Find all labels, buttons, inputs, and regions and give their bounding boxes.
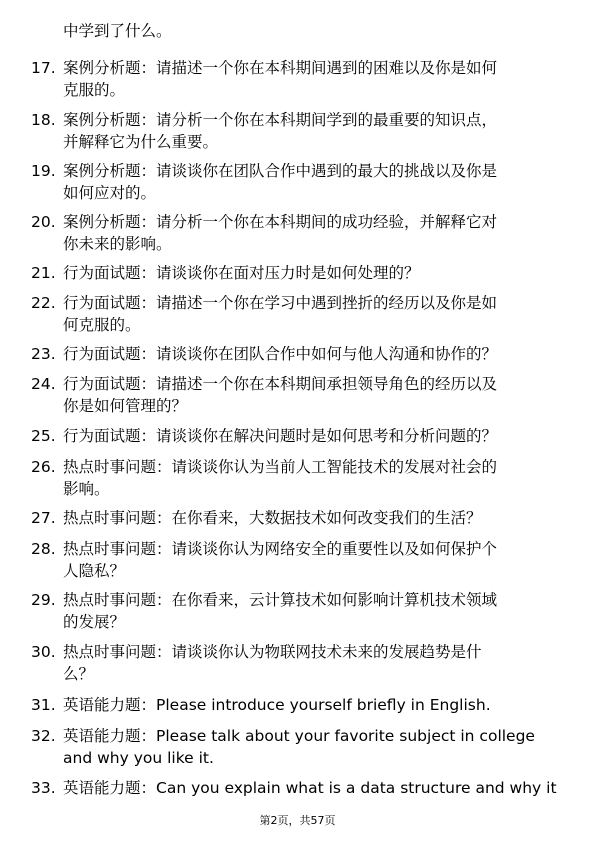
- item-number: 26.: [31, 458, 56, 476]
- item-number: 33.: [31, 779, 56, 797]
- item-text: 英语能力题：Please introduce yourself briefly in English.: [63, 696, 491, 714]
- item-text: 案例分析题：请谈谈你在团队合作中遇到的最大的挑战以及你是: [63, 162, 498, 180]
- item-number: 28.: [31, 540, 56, 558]
- item-text: 行为面试题：请谈谈你在团队合作中如何与他人沟通和协作的？: [63, 345, 498, 363]
- item-number: 30.: [31, 643, 56, 661]
- item-number: 21.: [31, 264, 56, 282]
- item-text: 热点时事问题：在你看来，云计算技术如何影响计算机技术领域: [63, 591, 498, 609]
- item-number: 19.: [31, 162, 56, 180]
- item-text: 英语能力题：Can you explain what is a data structure and why it: [63, 779, 557, 797]
- item-text: 热点时事问题：请谈谈你认为网络安全的重要性以及如何保护个: [63, 540, 498, 558]
- item-text: 么？: [63, 665, 95, 683]
- item-text: 影响。: [63, 480, 110, 498]
- item-text: 案例分析题：请描述一个你在本科期间遇到的困难以及你是如何: [63, 59, 498, 77]
- item-text: 并解释它为什么重要。: [63, 133, 219, 151]
- item-text: 你是如何管理的？: [63, 397, 188, 415]
- item-number: 24.: [31, 375, 56, 393]
- item-text: 你未来的影响。: [63, 235, 172, 253]
- item-text: 热点时事问题：在你看来，大数据技术如何改变我们的生活？: [63, 509, 482, 527]
- item-text: 案例分析题：请分析一个你在本科期间的成功经验，并解释它对: [63, 213, 498, 231]
- item-number: 27.: [31, 509, 56, 527]
- item-number: 29.: [31, 591, 56, 609]
- item-text: 热点时事问题：请谈谈你认为当前人工智能技术的发展对社会的: [63, 458, 498, 476]
- item-number: 20.: [31, 213, 56, 231]
- item-number: 25.: [31, 427, 56, 445]
- item-number: 23.: [31, 345, 56, 363]
- item-text: 人隐私？: [63, 562, 126, 580]
- item-text: 克服的。: [63, 81, 126, 99]
- item-number: 32.: [31, 727, 56, 745]
- page-footer: 第2页，共57页: [259, 814, 336, 827]
- item-number: 17.: [31, 59, 56, 77]
- item-text: 行为面试题：请谈谈你在面对压力时是如何处理的？: [63, 264, 420, 282]
- item-text: 英语能力题：Please talk about your favorite subject in college: [63, 727, 535, 745]
- item-number: 18.: [31, 111, 56, 129]
- item-text: 案例分析题：请分析一个你在本科期间学到的最重要的知识点，: [63, 111, 498, 129]
- item-text: 热点时事问题：请谈谈你认为物联网技术未来的发展趋势是什: [63, 643, 482, 661]
- continuation-text: 中学到了什么。: [63, 22, 172, 40]
- item-text: 行为面试题：请描述一个你在本科期间承担领导角色的经历以及: [63, 375, 498, 393]
- item-text: 如何应对的。: [63, 184, 157, 202]
- item-text: 行为面试题：请谈谈你在解决问题时是如何思考和分析问题的？: [63, 427, 498, 445]
- item-number: 31.: [31, 696, 56, 714]
- item-text: 何克服的。: [63, 316, 141, 334]
- item-text: and why you like it.: [63, 749, 214, 767]
- item-text: 行为面试题：请描述一个你在学习中遇到挫折的经历以及你是如: [63, 294, 498, 312]
- item-text: 的发展？: [63, 613, 126, 631]
- item-number: 22.: [31, 294, 56, 312]
